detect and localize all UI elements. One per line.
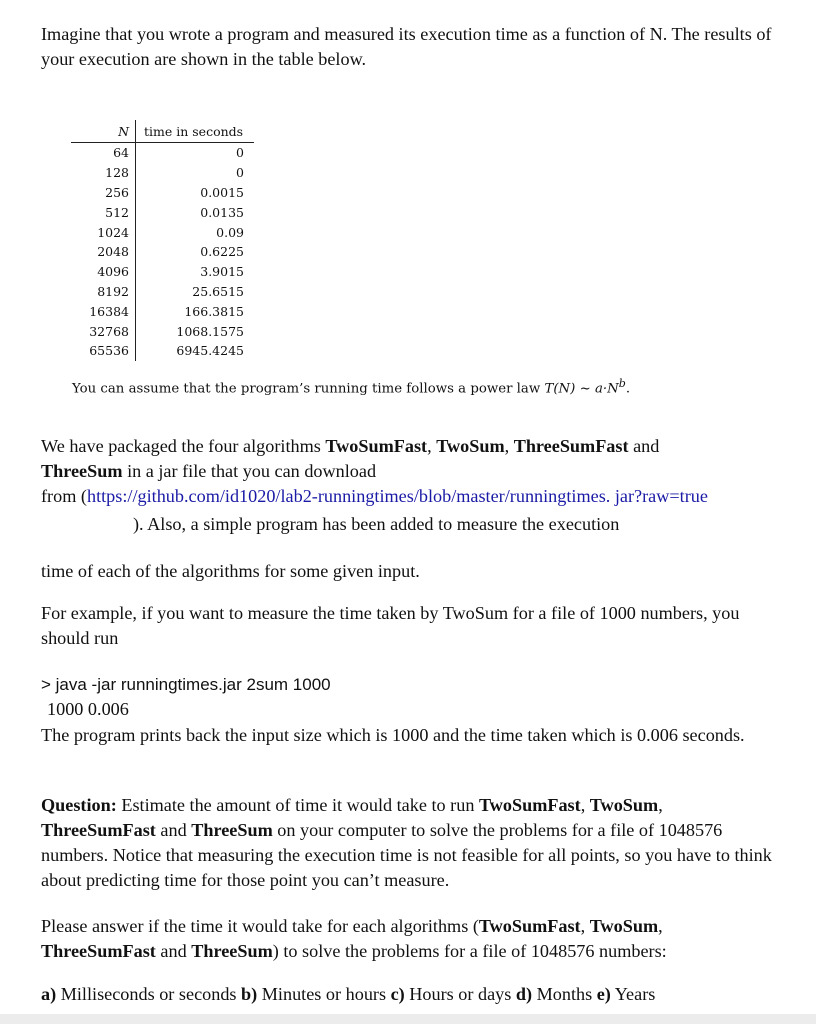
algo-name: ThreeSum: [191, 820, 273, 840]
option-b: [241, 984, 391, 1004]
column-header-n: N: [71, 120, 136, 143]
text: ,: [580, 916, 590, 936]
cell-n: 128: [71, 163, 136, 183]
option-d: [516, 984, 597, 1004]
answer-options: [41, 982, 781, 1007]
cell-time: 0.0015: [200, 184, 244, 200]
algo-name: TwoSum: [436, 436, 505, 456]
algo-name: ThreeSumFast: [41, 941, 156, 961]
algo-name: TwoSumFast: [478, 916, 581, 936]
time-paragraph: time of each of the algorithms for some given input.: [41, 561, 420, 581]
answer-instructions: [41, 914, 771, 964]
packaging-paragraph: [41, 434, 781, 509]
timing-table: [71, 120, 254, 361]
timing-table-container: [71, 120, 261, 361]
option-letter: c): [390, 984, 405, 1004]
cell-time: 0.09: [216, 224, 244, 240]
table-row: [71, 242, 254, 262]
text: and: [155, 820, 192, 840]
option-letter: d): [515, 984, 533, 1004]
column-header-time: time in seconds: [136, 120, 255, 143]
text: Estimate the amount of time it would take to run: [116, 795, 479, 815]
cell-n: 512: [71, 202, 136, 222]
algo-name: TwoSumFast: [325, 436, 428, 456]
command-line: > java -jar runningtimes.jar 2sum 1000: [41, 675, 331, 694]
text: from (: [41, 486, 87, 506]
table-row: [71, 183, 254, 203]
algo-name: TwoSumFast: [478, 795, 581, 815]
cell-n: 16384: [71, 301, 136, 321]
power-law-prefix: You can assume that the program’s running time follows a power law: [72, 381, 545, 397]
table-row: [71, 262, 254, 282]
text: We have packaged the four algorithms: [41, 436, 326, 456]
cell-time: 6945.4245: [176, 343, 244, 359]
cell-time: 0: [236, 165, 244, 181]
power-law-exponent: b: [618, 377, 626, 390]
power-law-suffix: .: [625, 381, 631, 397]
table-row: [71, 301, 254, 321]
cell-n: 8192: [71, 282, 136, 302]
command-output: 1000 0.006: [47, 699, 129, 719]
table-row: [71, 143, 254, 163]
cell-time: 25.6515: [192, 283, 244, 299]
text: ,: [580, 795, 590, 815]
option-text: Minutes or hours: [257, 984, 391, 1004]
example-paragraph: For example, if you want to measure the time taken by TwoSum for a file of 1000 numbers, you should run: [41, 603, 740, 648]
text: ,: [427, 436, 437, 456]
option-c: [391, 984, 516, 1004]
jar-download-link[interactable]: https://github.com/id1020/lab2-runningtimes/blob/master/runningtimes. jar?raw=true: [86, 486, 708, 506]
power-law-formula: T(N) ~ a·N: [544, 381, 619, 397]
cell-n: 65536: [71, 341, 136, 361]
output-explanation: The program prints back the input size which is 1000 and the time taken which is 0.006 seconds.: [41, 725, 745, 745]
cell-n: 4096: [71, 262, 136, 282]
text: on your computer to solve the problems for a file of 1048576 numbers. Notice that measuring the execution time is not feasible for all points, so you have to think about predicting time for those point you can’t measure.: [41, 820, 772, 890]
text: ,: [504, 436, 514, 456]
algo-name: TwoSum: [589, 916, 659, 936]
table-row: [71, 321, 254, 341]
option-letter: a): [41, 984, 57, 1004]
cell-n: 256: [71, 183, 136, 203]
table-header-row: [71, 120, 254, 143]
cell-time: 166.3815: [184, 303, 244, 319]
cell-time: 0: [236, 145, 244, 161]
option-letter: e): [596, 984, 611, 1004]
cell-n: 64: [71, 143, 136, 163]
cell-n: 32768: [71, 321, 136, 341]
intro-paragraph: Imagine that you wrote a program and measured its execution time as a function of N. The results of your execution are shown in the table below.: [41, 24, 772, 69]
option-text: Hours or days: [404, 984, 516, 1004]
question-label: Question:: [41, 795, 117, 815]
power-law-note: [72, 377, 630, 396]
table-row: [71, 341, 254, 361]
algo-name: ThreeSum: [191, 941, 273, 961]
algo-name: ThreeSumFast: [41, 820, 156, 840]
table-row: [71, 163, 254, 183]
algo-name: ThreeSumFast: [513, 436, 629, 456]
algo-name: ThreeSum: [41, 461, 123, 481]
algo-name: TwoSum: [589, 795, 659, 815]
cell-time: 0.0135: [200, 204, 244, 220]
text: and: [155, 941, 192, 961]
packaging-paragraph-end: ). Also, a simple program has been added to measure the execution: [133, 514, 620, 534]
cell-time: 3.9015: [200, 264, 244, 280]
text: Please answer if the time it would take for each algorithms (: [41, 916, 479, 936]
text: in a jar file that you can download: [122, 461, 377, 481]
text: ,: [658, 916, 663, 936]
option-e: [597, 984, 656, 1004]
text: ) to solve the problems for a file of 1048576 numbers:: [272, 941, 667, 961]
option-a: [41, 984, 241, 1004]
option-text: Months: [532, 984, 597, 1004]
page-bottom-edge: [0, 1014, 816, 1024]
cell-n: 1024: [71, 222, 136, 242]
option-text: Years: [610, 984, 656, 1004]
cell-n: 2048: [71, 242, 136, 262]
cell-time: 1068.1575: [176, 323, 244, 339]
table-row: [71, 222, 254, 242]
option-letter: b): [241, 984, 258, 1004]
table-row: [71, 202, 254, 222]
text: ,: [658, 795, 663, 815]
table-row: [71, 282, 254, 302]
option-text: Milliseconds or seconds: [56, 984, 242, 1004]
cell-time: 0.6225: [200, 244, 244, 260]
text: and: [628, 436, 660, 456]
question-paragraph: [41, 793, 776, 893]
